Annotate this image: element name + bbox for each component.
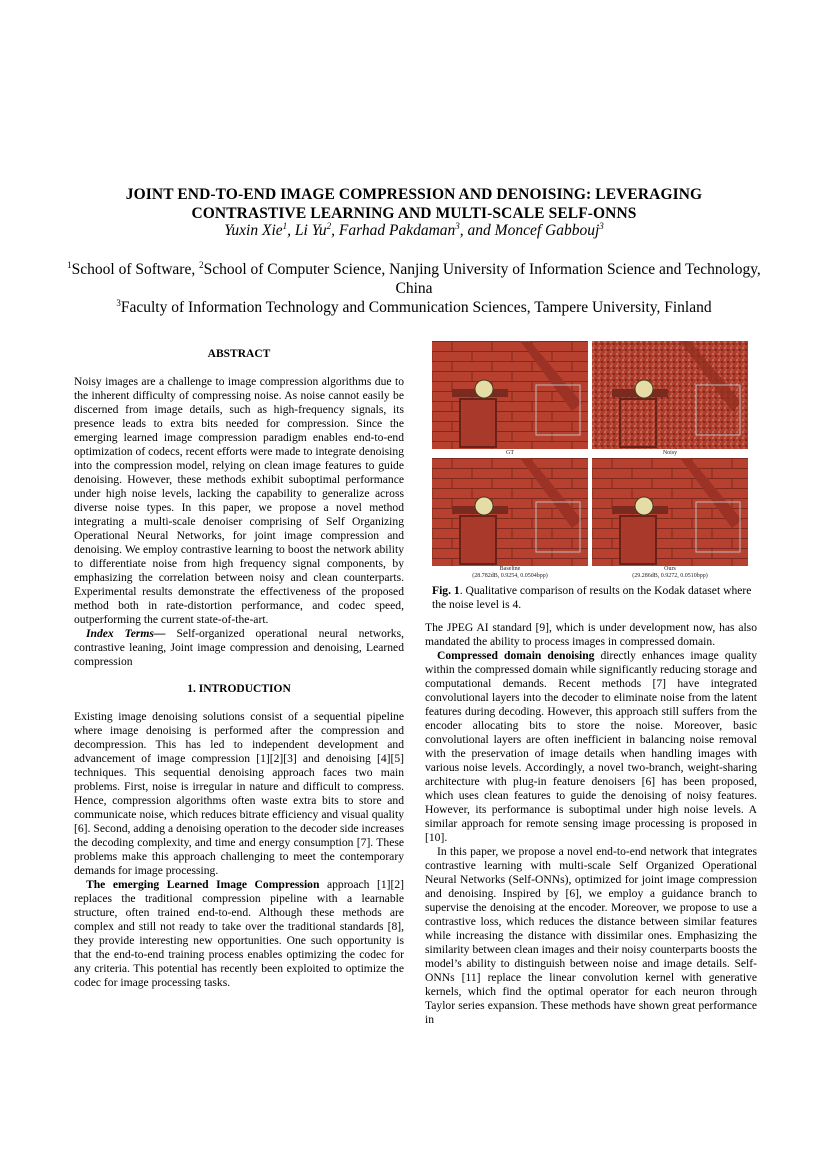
panel-label-baseline <box>432 566 588 580</box>
affil-text: School of Software, <box>71 261 200 278</box>
affiliation-1 <box>60 260 768 298</box>
author-affil-marker: 3 <box>455 220 460 231</box>
intro-p2-emphasis: The emerging Learned Image Compression <box>86 878 320 891</box>
right-paragraph-2 <box>425 649 757 845</box>
author-name: Farhad Pakdaman <box>338 222 456 239</box>
figure-panel-baseline <box>432 458 588 566</box>
figure-1 <box>432 341 748 581</box>
abstract-text: Noisy images are a challenge to image compression algorithms due to the inherent difficulty of compressing noise. As noise cannot easily be discerned from image details, such as high-frequency signals, its presence leads to extra bits needed for compression. Since the emerging learned image compression paradigm enables end-to-end optimization of codecs, recent efforts were made to integrate denoising into the compression model, relying on clean image features to guide denoising. However, these methods exhibit suboptimal performance under high noise levels, lacking the capability to generalize across diverse noise types. In this paper, we propose a novel method integrating a multi-scale denoiser comprising of Self Organizing Operational Neural Networks, for joint image compression and denoising. We employ contrastive learning to boost the network ability to differentiate noise from high frequency signal components, by emphasizing the correlation between noisy and clean counterparts. Experimental results demonstrate the effectiveness of the proposed method both in rate-distortion performance, and codec speed, outperforming the current state-of-the-art. <box>74 375 404 626</box>
noisy-image <box>592 341 748 449</box>
ours-metrics: (29.286dB, 0.9272, 0.0510bpp) <box>632 573 708 579</box>
author-list: Yuxin Xie$^1$, Li Yu$^2$, Farhad Pakdaman$^3$, and Moncef Gabbouj$^3$ <box>224 220 604 239</box>
figure-panel-noisy <box>592 341 748 449</box>
intro-paragraph-2 <box>74 878 404 990</box>
right-paragraph-3: In this paper, we propose a novel end-to-end network that integrates contrastive learning with multi-scale Self Organized Operational Neural Networks (Self-ONNs), optimized for joint image compression and denoising. Inspired by [6], we employ a guidance branch to supervise the denoising at the encoder. Moreover, we propose to use a contrastive loss, which reduces the distance between similar features while increasing the distance with dissimilar ones. Emphasizing the similarity between clean images and their noisy counterparts boosts the model’s ability to distinguish between noise and image details. Self-ONNs [11] replace the linear convolution kernel with generative kernels, which find the optimal operator for each neuron through Taylor series expansion. These methods have shown great performance in <box>425 845 757 1026</box>
author-name: and Moncef Gabbouj <box>467 222 600 239</box>
right-column <box>425 621 757 1027</box>
baseline-label: Baseline <box>499 566 521 572</box>
affil-text: Faculty of Information Technology and Communication Sciences, Tampere University, Finland <box>120 299 712 316</box>
right-p2-text: directly enhances image quality within the compressed domain while significantly reducing storage and computational demands. Recent methods [7] have integrated convolutional layers into the decoder to eliminate noise from the latent features during decoding. However, this approach still suffers from the encoder allocating bits to store the noise. Moreover, basic convolutional layers are often inefficient in balancing noise removal with the preservation of image details when handling images with various noise levels. Accordingly, a novel two-branch, weight-sharing architecture with plug-in feature denoisers [6] has been proposed, which uses clean features to guide the denoising of noisy features. However, its performance is suboptimal under high noise levels. A similar approach for remote sensing image processing is proposed in [10]. <box>425 649 757 844</box>
panel-label-ours <box>592 566 748 580</box>
intro-heading: 1. INTRODUCTION <box>187 683 291 695</box>
index-terms-text: Self-organized operational neural networks, contrastive leaning, Joint image compression and denoising, Learned compression <box>74 627 404 668</box>
affil-marker: 1 <box>67 259 72 270</box>
index-terms <box>74 627 404 669</box>
ours-label: Ours <box>664 566 676 572</box>
panel-label-noisy: Noisy <box>662 450 678 456</box>
intro-p2-text: approach [1][2] replaces the traditional compression pipeline with a learnable structure, often trained end-to-end. Although these methods are complex and still not ready to take over the traditional standards [8], they provide interesting new opportunities. One such opportunity is that the end-to-end training process enables optimizing the codec for any criteria. This potential has recently been exploited to optimize the codec for image processing tasks. <box>74 878 404 989</box>
abstract-heading: ABSTRACT <box>207 348 271 360</box>
affil-marker: 3 <box>116 297 121 308</box>
baseline-metrics: (28.782dB, 0.9254, 0.0504bpp) <box>472 573 548 579</box>
left-column <box>74 348 404 990</box>
panel-label-gt: GT <box>506 450 514 456</box>
right-p2-emphasis: Compressed domain denoising <box>437 649 595 662</box>
baseline-image <box>432 458 588 566</box>
right-paragraph-1: The JPEG AI standard [9], which is under development now, has also mandated the ability to process images in compressed domain. <box>425 621 757 648</box>
figure-panel-gt <box>432 341 588 449</box>
index-terms-label: Index Terms— <box>86 627 166 640</box>
author-name: Li Yu <box>294 222 327 239</box>
paper-title <box>40 185 788 223</box>
ours-image <box>592 458 748 566</box>
affiliation-2 <box>60 298 768 317</box>
title-line-1: JOINT END-TO-END IMAGE COMPRESSION AND DENOISING: LEVERAGING <box>125 186 703 203</box>
gt-image <box>432 341 588 449</box>
intro-paragraph-1: Existing image denoising solutions consist of a sequential pipeline where image denoising is performed after the compression and decompression. This has led to independent development and advancement of image compression [1][2][3] and denoising [4][5] techniques. This sequential denoising approach faces two main problems. First, noise is irregular in nature and difficult to compress. Hence, compression algorithms often waste extra bits to store and communicate noise, which reduces bitrate efficiency and visual quality [6]. Second, adding a denoising operation to the decoder side increases the decoding complexity, and time and energy consumption [7]. These problems make this approach challenging to meet the contemporary demands for image processing. <box>74 710 404 877</box>
author-affil-marker: 3 <box>599 220 604 231</box>
author-affil-marker: 1 <box>282 220 288 231</box>
affil-marker: 2 <box>199 259 204 270</box>
title-line-2: CONTRASTIVE LEARNING AND MULTI-SCALE SELF-ONNS <box>191 205 637 222</box>
figure-caption-label: Fig. 1 <box>432 584 460 597</box>
figure-caption-text: . Qualitative comparison of results on the Kodak dataset where the noise level is 4. <box>432 584 752 611</box>
affil-text: School of Computer Science, Nanjing University of Information Science and Technology, China <box>203 261 761 297</box>
author-name: Yuxin Xie <box>224 222 283 239</box>
figure-panel-ours <box>592 458 748 566</box>
figure-caption <box>432 584 752 612</box>
author-affil-marker: 2 <box>326 220 332 231</box>
